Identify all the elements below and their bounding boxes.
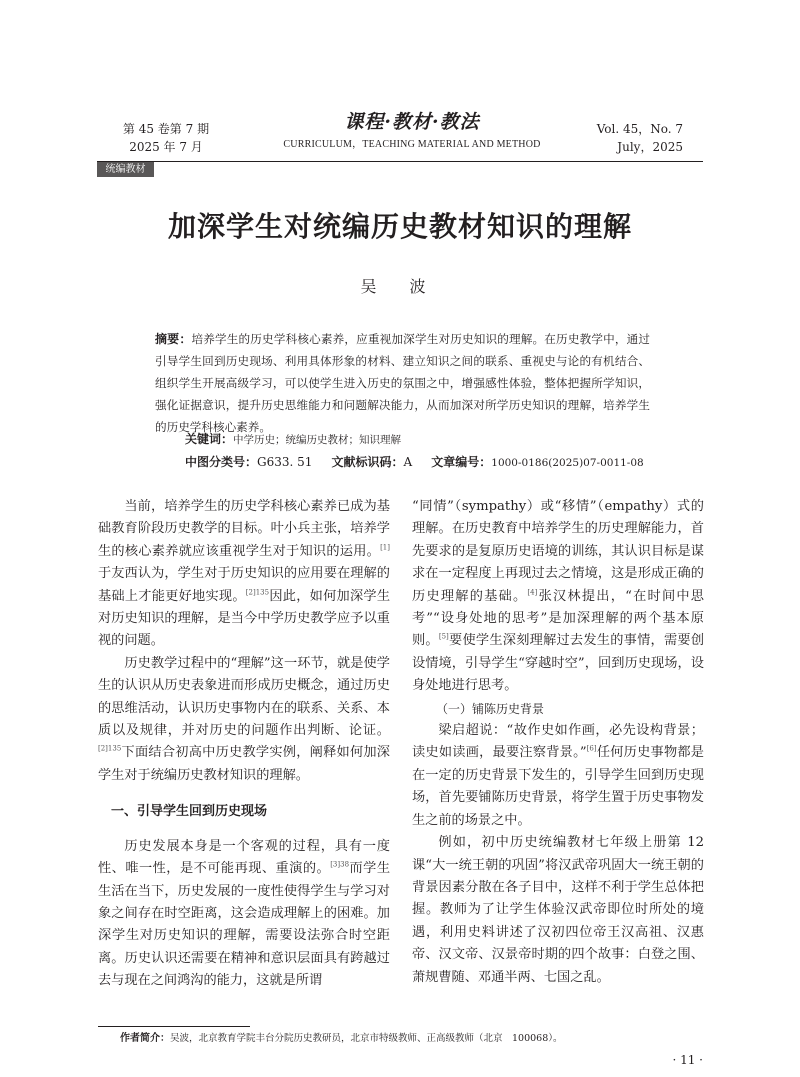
section-tag: 统编教材 bbox=[97, 162, 154, 177]
keywords-text: 中学历史；统编历史教材；知识理解 bbox=[233, 434, 402, 446]
paragraph: 历史教学过程中的“理解”这一环节，就是使学生的认识从历史表象进而形成历史概念，通过历史的思维活动，认识历史事物内在的联系、关系、本质以及规律，并对历史的问题作出判断、论证。$^{[2]135}$下面结合初高中历史教学实例，阐释如何加深学生对于统编历史教材知识的理解。 bbox=[98, 655, 390, 783]
body-column-left bbox=[98, 496, 390, 993]
article-no-value: 1000-0186(2025)07-0011-08 bbox=[491, 457, 644, 469]
publication-date-en: July，2025 bbox=[617, 140, 683, 154]
volume-issue-en: Vol. 45，No. 7 bbox=[596, 122, 683, 136]
citation: [2]135 bbox=[245, 588, 270, 597]
abstract-text: 培养学生的历史学科核心素养，应重视加深学生对历史知识的理解。在历史教学中，通过引导学生回到历史现场、利用具体形象的材料、建立知识之间的联系、重视史与论的有机结合、组织学生开展高级学习，可以使学生进入历史的氛围之中，增强感性体验，整体把握所学知识，强化证据意识，提升历史思维能力和问题解决能力，从而加深对所学历史知识的理解，培养学生的历史学科核心素养。 bbox=[155, 332, 650, 434]
volume-issue: 第 45 卷第 7 期 bbox=[122, 122, 210, 136]
classification-line bbox=[185, 453, 644, 472]
journal-name-cn: 课程·教材·教法 bbox=[344, 111, 480, 133]
keywords-label: 关键词： bbox=[185, 432, 234, 446]
footnote-rule bbox=[98, 1026, 250, 1027]
section-heading: 一、引导学生回到历史现场 bbox=[111, 804, 268, 820]
citation: [3]38 bbox=[330, 860, 350, 869]
publication-date: 2025 年 7 月 bbox=[129, 140, 203, 154]
footnote-label: 作者简介： bbox=[120, 1033, 170, 1044]
subsection-heading: （一）铺陈历史背景 bbox=[436, 701, 545, 716]
doc-code-value: A bbox=[403, 455, 413, 469]
clc-label: 中图分类号： bbox=[185, 455, 258, 469]
article-no-label: 文章编号： bbox=[431, 455, 492, 469]
citation: [6] bbox=[586, 745, 597, 754]
paragraph: 历史发展本身是一个客观的过程，具有一度性、唯一性，是不可能再现、重演的。$^{[3]38}$而学生生活在当下，历史发展的一度性使得学生与学习对象之间存在时空距离，这会造成理解上的困难。加深学生对历史知识的理解，需要设法弥合时空距离。历史认识还需要在精神和意识层面具有跨越过去与现在之间鸿沟的能力，这就是所谓 bbox=[98, 838, 391, 989]
abstract bbox=[155, 328, 650, 438]
paragraph: 梁启超说：“故作史如作画，必先设构背景；读史如读画，最要注察背景。”[6]任何历史事物都是在一定的历史背景下发生的，引导学生回到历史现场，首先要铺陈历史背景，将学生置于历史事物发生之前的场景之中。 bbox=[412, 723, 704, 828]
journal-name-en: CURRICULUM，TEACHING MATERIAL AND METHOD bbox=[283, 139, 541, 150]
page-number: · 11 · bbox=[672, 1053, 703, 1067]
article-author: 吴 波 bbox=[360, 277, 440, 296]
article-title: 加深学生对统编历史教材知识的理解 bbox=[167, 210, 632, 243]
doc-code-label: 文献标识码： bbox=[331, 455, 404, 469]
body-column-right bbox=[412, 496, 704, 989]
abstract-label: 摘要： bbox=[155, 332, 192, 346]
citation: [4] bbox=[527, 588, 538, 597]
journal-volume-info-en bbox=[573, 120, 683, 156]
journal-volume-info bbox=[118, 120, 214, 156]
header-rule bbox=[97, 161, 703, 162]
paragraph: 当前，培养学生的历史学科核心素养已成为基础教育阶段历史教学的目标。叶小兵主张，培养学生的核心素养就应该重视学生对于知识的运用。[1]于友西认为，学生对于历史知识的应用要在理解的基础上才能更好地实现。$^{[2]135}$因此，如何加深学生对历史知识的理解，是当今中学历史教学应予以重视的问题。 bbox=[98, 499, 391, 649]
paragraph: 例如，初中历史统编教材七年级上册第 12 课“大一统王朝的巩固”将汉武帝巩固大一统王朝的背景因素分散在各子目中，这样不利于学生总体把握。教师为了让学生体验汉武帝即位时所处的境遇，利用史料讲述了汉初四位帝王汉高祖、汉惠帝、汉文帝、汉景帝时期的四个故事：白登之围、萧规曹随、邓通半两、七国之乱。 bbox=[412, 835, 704, 985]
journal-masthead bbox=[230, 110, 594, 152]
citation: [5] bbox=[438, 633, 449, 642]
keywords bbox=[185, 430, 401, 449]
citation: [1] bbox=[380, 543, 390, 552]
clc-value: G633. 51 bbox=[257, 455, 313, 469]
footnote-text: 吴波，北京教育学院丰台分院历史教研员，北京市特级教师、正高级教师（北京 100068）。 bbox=[170, 1033, 563, 1044]
citation: [2]135 bbox=[98, 745, 122, 754]
paragraph: “同情”（sympathy）或“移情”（empathy）式的理解。在历史教育中培养学生的历史理解能力，首先要求的是复原历史语境的训练，其认识目标是谋求在一定程度上再现过去之情境，这是形成正确的历史理解的基础。[4]张汉林提出，“在时间中思考”“设身处地的思考”是加深理解的两个基本原则。[5]要使学生深刻理解过去发生的事情，需要创设情境，引导学生“穿越时空”，回到历史现场，设身处地进行思考。 bbox=[412, 499, 705, 694]
author-footnote bbox=[120, 1032, 563, 1046]
